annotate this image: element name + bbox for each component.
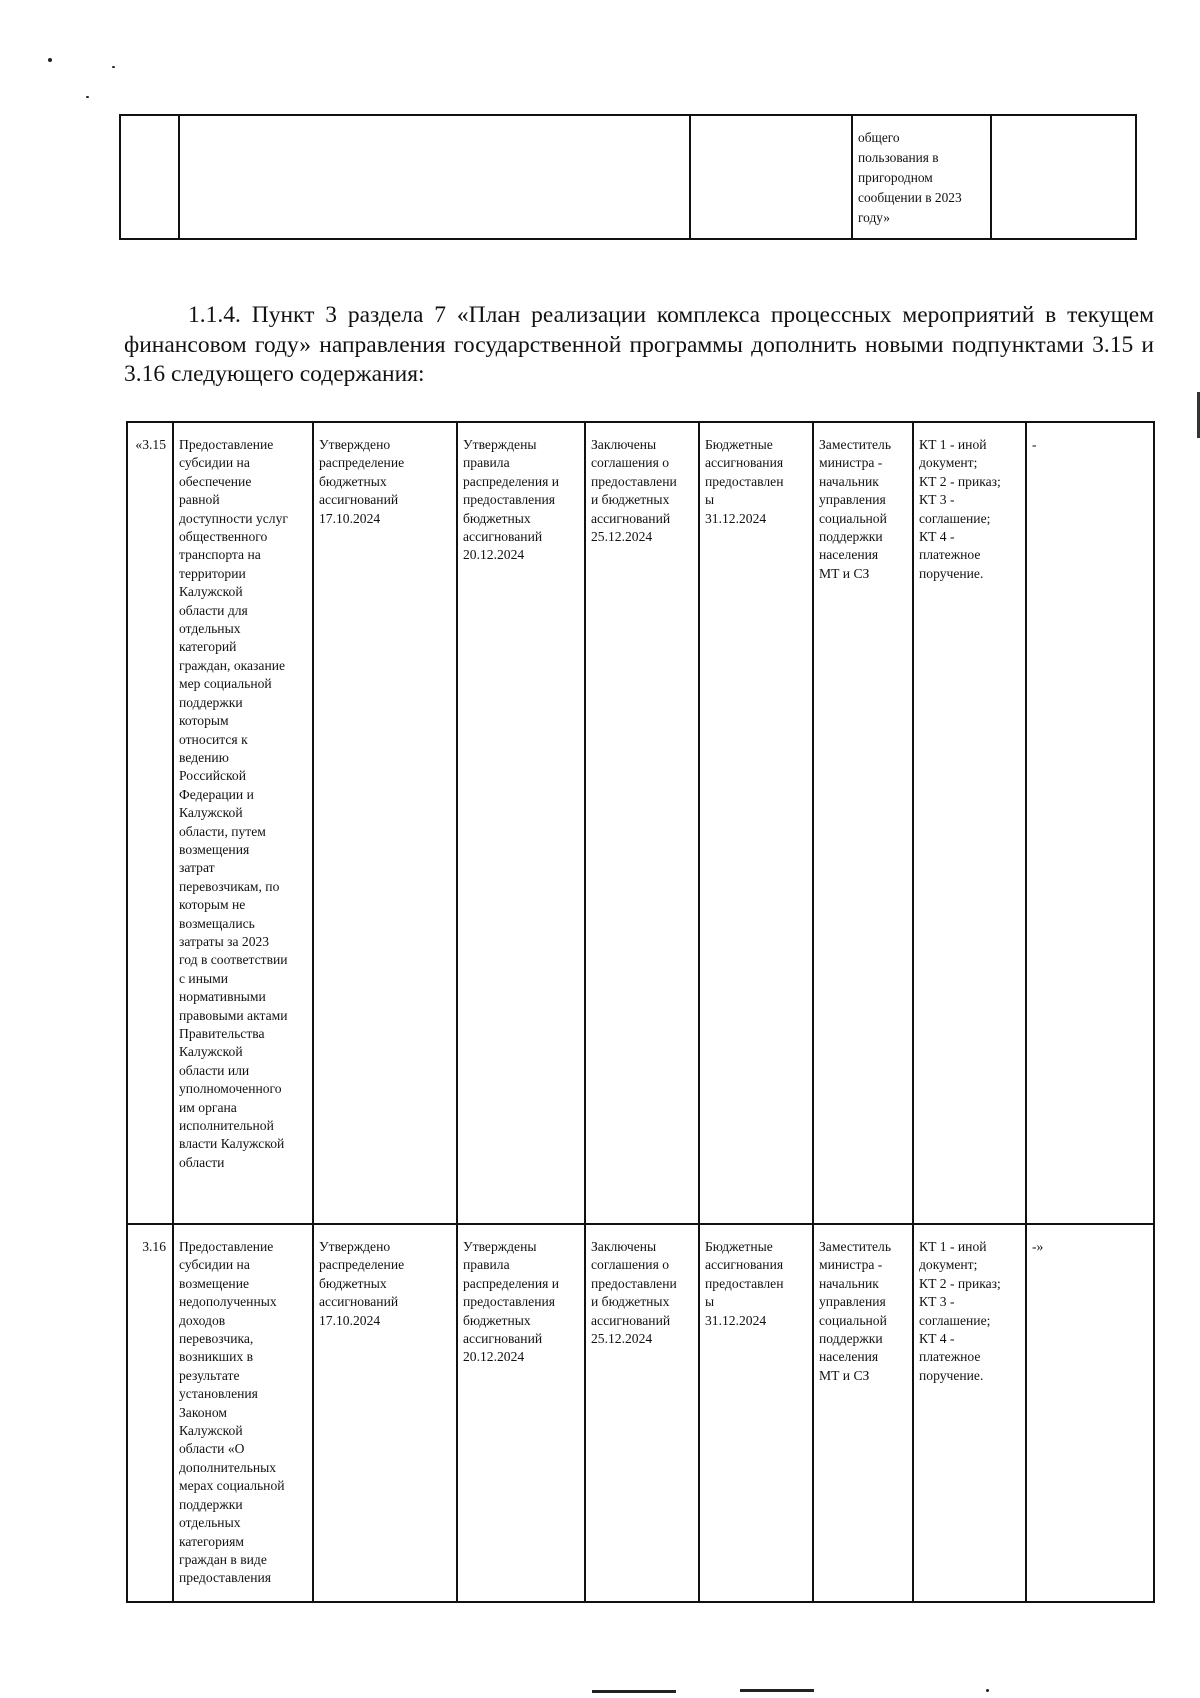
scan-speck xyxy=(86,96,89,98)
table-cell xyxy=(120,115,179,239)
activities-table xyxy=(126,421,1155,1603)
scan-speck xyxy=(986,1689,989,1692)
responsible-cell xyxy=(813,422,913,1224)
row-number-cell xyxy=(127,1224,173,1602)
scan-speck xyxy=(112,66,115,68)
checkpoint-2-cell xyxy=(457,422,585,1224)
checkpoint-1: Утверждено распределение бюджетных ассигнований 17.10.2024 xyxy=(319,1239,405,1328)
table-cell xyxy=(690,115,852,239)
checkpoint-3-cell xyxy=(585,422,699,1224)
info-system: -» xyxy=(1032,1239,1044,1254)
row-number: «3.15 xyxy=(135,437,166,452)
checkpoint-4: Бюджетные ассигнования предоставлен ы 31.12.2024 xyxy=(705,437,784,526)
row-number-cell xyxy=(127,422,173,1224)
table-cell xyxy=(991,115,1136,239)
checkpoint-3-cell xyxy=(585,1224,699,1602)
responsible-person: Заместитель министра - начальник управления социальной поддержки населения МТ и СЗ xyxy=(819,437,892,581)
checkpoint-4-cell xyxy=(699,422,813,1224)
info-system: - xyxy=(1032,437,1037,452)
description-cell xyxy=(173,1224,313,1602)
table-cell: общего пользования в пригородном сообщении в 2023 году» xyxy=(852,115,991,239)
continuation-table xyxy=(119,114,1137,240)
checkpoint-1: Утверждено распределение бюджетных ассигнований 17.10.2024 xyxy=(319,437,405,526)
documents-cell xyxy=(913,1224,1026,1602)
scan-speck xyxy=(48,58,52,62)
responsible-cell xyxy=(813,1224,913,1602)
checkpoint-2: Утверждены правила распределения и предоставления бюджетных ассигнований 20.12.2024 xyxy=(463,437,560,563)
footer-scan-line xyxy=(592,1690,676,1693)
checkpoint-4-cell xyxy=(699,1224,813,1602)
responsible-person: Заместитель министра - начальник управления социальной поддержки населения МТ и СЗ xyxy=(819,1239,892,1383)
checkpoint-1-cell xyxy=(313,422,457,1224)
row-number: 3.16 xyxy=(142,1239,166,1254)
table-cell xyxy=(179,115,690,239)
table-row-3-15 xyxy=(127,422,1154,1224)
checkpoint-3: Заключены соглашения о предоставлени и бюджетных ассигнований 25.12.2024 xyxy=(591,437,677,545)
confirming-documents: КТ 1 - иной документ; КТ 2 - приказ; КТ 3 - соглашение; КТ 4 - платежное поручение. xyxy=(919,1239,1001,1383)
info-system-cell xyxy=(1026,422,1154,1224)
footer-scan-line xyxy=(740,1689,814,1692)
checkpoint-2: Утверждены правила распределения и предоставления бюджетных ассигнований 20.12.2024 xyxy=(463,1239,560,1365)
activity-description: Предоставление субсидии на возмещение недополученных доходов перевозчика, возникших в результате установления Законом Калужской области «О дополнительных мерах социальной поддержки отдельных категориям граждан в виде предоставления xyxy=(179,1239,285,1586)
checkpoint-4: Бюджетные ассигнования предоставлен ы 31.12.2024 xyxy=(705,1239,784,1328)
documents-cell xyxy=(913,422,1026,1224)
info-system-cell xyxy=(1026,1224,1154,1602)
table-row-3-16 xyxy=(127,1224,1154,1602)
intro-paragraph: 1.1.4. Пункт 3 раздела 7 «План реализации комплекса процессных мероприятий в текущем финансовом году» направления государственной программы дополнить новыми подпунктами 3.15 и 3.16 следующего содержания: xyxy=(124,302,1154,387)
description-cell xyxy=(173,422,313,1224)
checkpoint-2-cell xyxy=(457,1224,585,1602)
activity-description: Предоставление субсидии на обеспечение равной доступности услуг общественного транспорта на территории Калужской области для отдельных категорий граждан, оказание мер социальной поддержки которым относится к ведению Российской Федерации и Калужской области, путем возмещения затрат перевозчикам, по которым не возмещались затраты за 2023 год в соответствии с иными нормативными правовыми актами Правительства Калужской области или уполномоченного им органа исполнительной власти Калужской области xyxy=(179,437,288,1170)
table-row xyxy=(120,115,1136,239)
checkpoint-3: Заключены соглашения о предоставлени и бюджетных ассигнований 25.12.2024 xyxy=(591,1239,677,1347)
confirming-documents: КТ 1 - иной документ; КТ 2 - приказ; КТ 3 - соглашение; КТ 4 - платежное поручение. xyxy=(919,437,1001,581)
checkpoint-1-cell xyxy=(313,1224,457,1602)
